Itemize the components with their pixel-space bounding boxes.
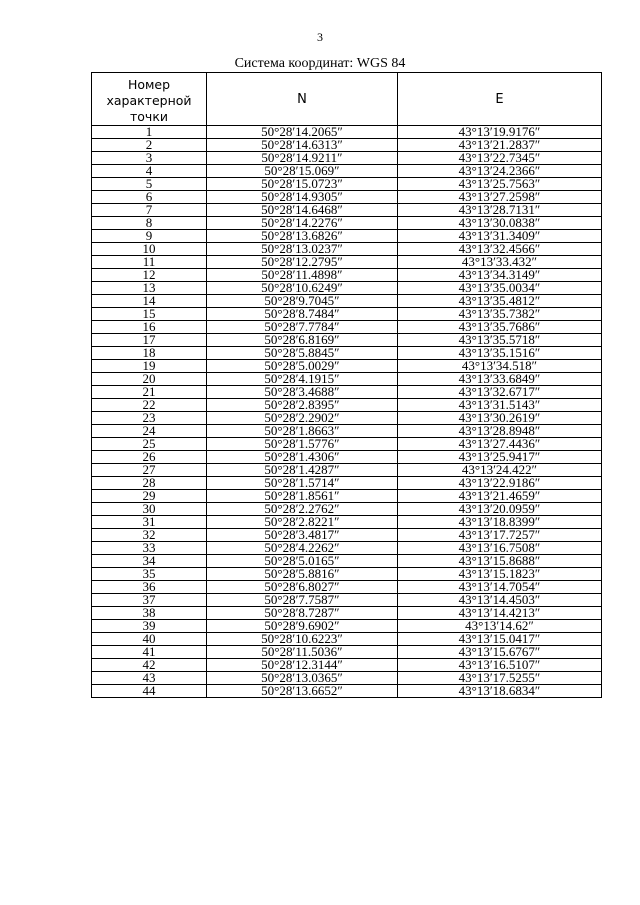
north-coordinate-cell: 50°28′15.069″: [207, 165, 398, 178]
table-row: [92, 217, 602, 230]
north-coordinate-cell: 50°28′13.0237″: [207, 243, 398, 256]
table-row: [92, 321, 602, 334]
table-row: [92, 399, 602, 412]
north-coordinate-cell: 50°28′3.4688″: [207, 386, 398, 399]
north-coordinate-cell: 50°28′15.0723″: [207, 178, 398, 191]
table-row: [92, 165, 602, 178]
east-coordinate-cell: 43°13′33.6849″: [398, 373, 602, 386]
point-number-cell: 33: [92, 542, 207, 555]
east-coordinate-cell: 43°13′28.7131″: [398, 204, 602, 217]
table-header: [92, 73, 602, 126]
table-row: [92, 633, 602, 646]
north-coordinate-cell: 50°28′14.9211″: [207, 152, 398, 165]
point-number-cell: 42: [92, 659, 207, 672]
east-coordinate-cell: 43°13′17.5255″: [398, 672, 602, 685]
north-coordinate-cell: 50°28′3.4817″: [207, 529, 398, 542]
table-row: [92, 581, 602, 594]
point-number-cell: 21: [92, 386, 207, 399]
north-coordinate-cell: 50°28′13.0365″: [207, 672, 398, 685]
table-row: [92, 412, 602, 425]
east-coordinate-cell: 43°13′35.1516″: [398, 347, 602, 360]
point-number-cell: 26: [92, 451, 207, 464]
east-coordinate-cell: 43°13′18.6834″: [398, 685, 602, 698]
east-coordinate-cell: 43°13′21.2837″: [398, 139, 602, 152]
point-number-cell: 29: [92, 490, 207, 503]
east-coordinate-cell: 43°13′20.0959″: [398, 503, 602, 516]
point-number-cell: 36: [92, 581, 207, 594]
header-point-number: Номер характерной точки: [92, 73, 207, 126]
north-coordinate-cell: 50°28′6.8027″: [207, 581, 398, 594]
table-row: [92, 191, 602, 204]
north-coordinate-cell: 50°28′11.5036″: [207, 646, 398, 659]
table-row: [92, 607, 602, 620]
north-coordinate-cell: 50°28′2.8221″: [207, 516, 398, 529]
point-number-cell: 15: [92, 308, 207, 321]
east-coordinate-cell: 43°13′33.432″: [398, 256, 602, 269]
east-coordinate-cell: 43°13′22.7345″: [398, 152, 602, 165]
north-coordinate-cell: 50°28′10.6249″: [207, 282, 398, 295]
page-number: 3: [317, 30, 323, 44]
north-coordinate-cell: 50°28′5.0029″: [207, 360, 398, 373]
point-number-cell: 25: [92, 438, 207, 451]
point-number-cell: 34: [92, 555, 207, 568]
point-number-cell: 37: [92, 594, 207, 607]
north-coordinate-cell: 50°28′6.8169″: [207, 334, 398, 347]
north-coordinate-cell: 50°28′2.8395″: [207, 399, 398, 412]
north-coordinate-cell: 50°28′12.2795″: [207, 256, 398, 269]
east-coordinate-cell: 43°13′35.5718″: [398, 334, 602, 347]
table-row: [92, 269, 602, 282]
east-coordinate-cell: 43°13′31.5143″: [398, 399, 602, 412]
table-row: [92, 503, 602, 516]
table-row: [92, 672, 602, 685]
point-number-cell: 4: [92, 165, 207, 178]
north-coordinate-cell: 50°28′10.6223″: [207, 633, 398, 646]
point-number-cell: 40: [92, 633, 207, 646]
north-coordinate-cell: 50°28′2.2762″: [207, 503, 398, 516]
point-number-cell: 8: [92, 217, 207, 230]
east-coordinate-cell: 43°13′17.7257″: [398, 529, 602, 542]
east-coordinate-cell: 43°13′15.6767″: [398, 646, 602, 659]
east-coordinate-cell: 43°13′35.0034″: [398, 282, 602, 295]
north-coordinate-cell: 50°28′5.0165″: [207, 555, 398, 568]
point-number-cell: 39: [92, 620, 207, 633]
east-coordinate-cell: 43°13′35.7382″: [398, 308, 602, 321]
point-number-cell: 44: [92, 685, 207, 698]
east-coordinate-cell: 43°13′30.2619″: [398, 412, 602, 425]
east-coordinate-cell: 43°13′25.9417″: [398, 451, 602, 464]
point-number-cell: 7: [92, 204, 207, 217]
north-coordinate-cell: 50°28′12.3144″: [207, 659, 398, 672]
table-row: [92, 204, 602, 217]
east-coordinate-cell: 43°13′15.8688″: [398, 555, 602, 568]
point-number-cell: 1: [92, 126, 207, 139]
point-number-cell: 30: [92, 503, 207, 516]
table-row: [92, 347, 602, 360]
point-number-cell: 28: [92, 477, 207, 490]
north-coordinate-cell: 50°28′4.2262″: [207, 542, 398, 555]
east-coordinate-cell: 43°13′15.1823″: [398, 568, 602, 581]
north-coordinate-cell: 50°28′1.4287″: [207, 464, 398, 477]
north-coordinate-cell: 50°28′9.7045″: [207, 295, 398, 308]
table-row: [92, 139, 602, 152]
table-row: [92, 620, 602, 633]
east-coordinate-cell: 43°13′14.7054″: [398, 581, 602, 594]
table-row: [92, 360, 602, 373]
table-row: [92, 685, 602, 698]
point-number-cell: 12: [92, 269, 207, 282]
east-coordinate-cell: 43°13′21.4659″: [398, 490, 602, 503]
table-row: [92, 568, 602, 581]
north-coordinate-cell: 50°28′5.8845″: [207, 347, 398, 360]
east-coordinate-cell: 43°13′14.4213″: [398, 607, 602, 620]
east-coordinate-cell: 43°13′34.3149″: [398, 269, 602, 282]
point-number-cell: 6: [92, 191, 207, 204]
point-number-cell: 18: [92, 347, 207, 360]
point-number-cell: 23: [92, 412, 207, 425]
point-number-cell: 27: [92, 464, 207, 477]
north-coordinate-cell: 50°28′8.7287″: [207, 607, 398, 620]
east-coordinate-cell: 43°13′27.4436″: [398, 438, 602, 451]
table-row: [92, 490, 602, 503]
east-coordinate-cell: 43°13′19.9176″: [398, 126, 602, 139]
north-coordinate-cell: 50°28′1.5776″: [207, 438, 398, 451]
point-number-cell: 41: [92, 646, 207, 659]
east-coordinate-cell: 43°13′30.0838″: [398, 217, 602, 230]
table-row: [92, 256, 602, 269]
east-coordinate-cell: 43°13′14.62″: [398, 620, 602, 633]
point-number-cell: 22: [92, 399, 207, 412]
north-coordinate-cell: 50°28′8.7484″: [207, 308, 398, 321]
north-coordinate-cell: 50°28′1.8663″: [207, 425, 398, 438]
point-number-cell: 24: [92, 425, 207, 438]
point-number-cell: 19: [92, 360, 207, 373]
table-row: [92, 542, 602, 555]
east-coordinate-cell: 43°13′22.9186″: [398, 477, 602, 490]
point-number-cell: 38: [92, 607, 207, 620]
north-coordinate-cell: 50°28′13.6652″: [207, 685, 398, 698]
north-coordinate-cell: 50°28′5.8816″: [207, 568, 398, 581]
east-coordinate-cell: 43°13′16.5107″: [398, 659, 602, 672]
point-number-cell: 5: [92, 178, 207, 191]
north-coordinate-cell: 50°28′9.6902″: [207, 620, 398, 633]
north-coordinate-cell: 50°28′11.4898″: [207, 269, 398, 282]
east-coordinate-cell: 43°13′14.4503″: [398, 594, 602, 607]
table-row: [92, 152, 602, 165]
point-number-cell: 2: [92, 139, 207, 152]
north-coordinate-cell: 50°28′1.5714″: [207, 477, 398, 490]
table-row: [92, 425, 602, 438]
north-coordinate-cell: 50°28′14.6313″: [207, 139, 398, 152]
north-coordinate-cell: 50°28′7.7784″: [207, 321, 398, 334]
coordinate-system-caption: Система координат: WGS 84: [234, 56, 406, 71]
north-coordinate-cell: 50°28′14.9305″: [207, 191, 398, 204]
table-row: [92, 308, 602, 321]
point-number-cell: 31: [92, 516, 207, 529]
table-row: [92, 282, 602, 295]
table-row: [92, 178, 602, 191]
north-coordinate-cell: 50°28′1.4306″: [207, 451, 398, 464]
point-number-cell: 17: [92, 334, 207, 347]
east-coordinate-cell: 43°13′32.4566″: [398, 243, 602, 256]
point-number-cell: 11: [92, 256, 207, 269]
point-number-cell: 35: [92, 568, 207, 581]
east-coordinate-cell: 43°13′25.7563″: [398, 178, 602, 191]
table-row: [92, 594, 602, 607]
table-row: [92, 529, 602, 542]
north-coordinate-cell: 50°28′1.8561″: [207, 490, 398, 503]
coordinates-table: [91, 72, 602, 698]
east-coordinate-cell: 43°13′16.7508″: [398, 542, 602, 555]
header-east: E: [398, 73, 602, 126]
north-coordinate-cell: 50°28′13.6826″: [207, 230, 398, 243]
north-coordinate-cell: 50°28′14.2276″: [207, 217, 398, 230]
point-number-cell: 16: [92, 321, 207, 334]
table-row: [92, 477, 602, 490]
point-number-cell: 14: [92, 295, 207, 308]
table-row: [92, 516, 602, 529]
table-row: [92, 230, 602, 243]
point-number-cell: 9: [92, 230, 207, 243]
east-coordinate-cell: 43°13′28.8948″: [398, 425, 602, 438]
table-row: [92, 126, 602, 139]
point-number-cell: 32: [92, 529, 207, 542]
east-coordinate-cell: 43°13′35.4812″: [398, 295, 602, 308]
point-number-cell: 13: [92, 282, 207, 295]
table-row: [92, 659, 602, 672]
table-row: [92, 386, 602, 399]
east-coordinate-cell: 43°13′24.422″: [398, 464, 602, 477]
north-coordinate-cell: 50°28′14.6468″: [207, 204, 398, 217]
east-coordinate-cell: 43°13′27.2598″: [398, 191, 602, 204]
north-coordinate-cell: 50°28′7.7587″: [207, 594, 398, 607]
table-row: [92, 295, 602, 308]
point-number-cell: 3: [92, 152, 207, 165]
table-body: [92, 126, 602, 698]
east-coordinate-cell: 43°13′34.518″: [398, 360, 602, 373]
east-coordinate-cell: 43°13′35.7686″: [398, 321, 602, 334]
table-row: [92, 464, 602, 477]
header-north: N: [207, 73, 398, 126]
table-row: [92, 373, 602, 386]
north-coordinate-cell: 50°28′14.2065″: [207, 126, 398, 139]
table-row: [92, 646, 602, 659]
table-row: [92, 555, 602, 568]
east-coordinate-cell: 43°13′24.2366″: [398, 165, 602, 178]
east-coordinate-cell: 43°13′15.0417″: [398, 633, 602, 646]
point-number-cell: 20: [92, 373, 207, 386]
east-coordinate-cell: 43°13′32.6717″: [398, 386, 602, 399]
north-coordinate-cell: 50°28′2.2902″: [207, 412, 398, 425]
point-number-cell: 10: [92, 243, 207, 256]
point-number-cell: 43: [92, 672, 207, 685]
table-row: [92, 334, 602, 347]
table-row: [92, 451, 602, 464]
north-coordinate-cell: 50°28′4.1915″: [207, 373, 398, 386]
table-row: [92, 438, 602, 451]
table-row: [92, 243, 602, 256]
east-coordinate-cell: 43°13′18.8399″: [398, 516, 602, 529]
east-coordinate-cell: 43°13′31.3409″: [398, 230, 602, 243]
